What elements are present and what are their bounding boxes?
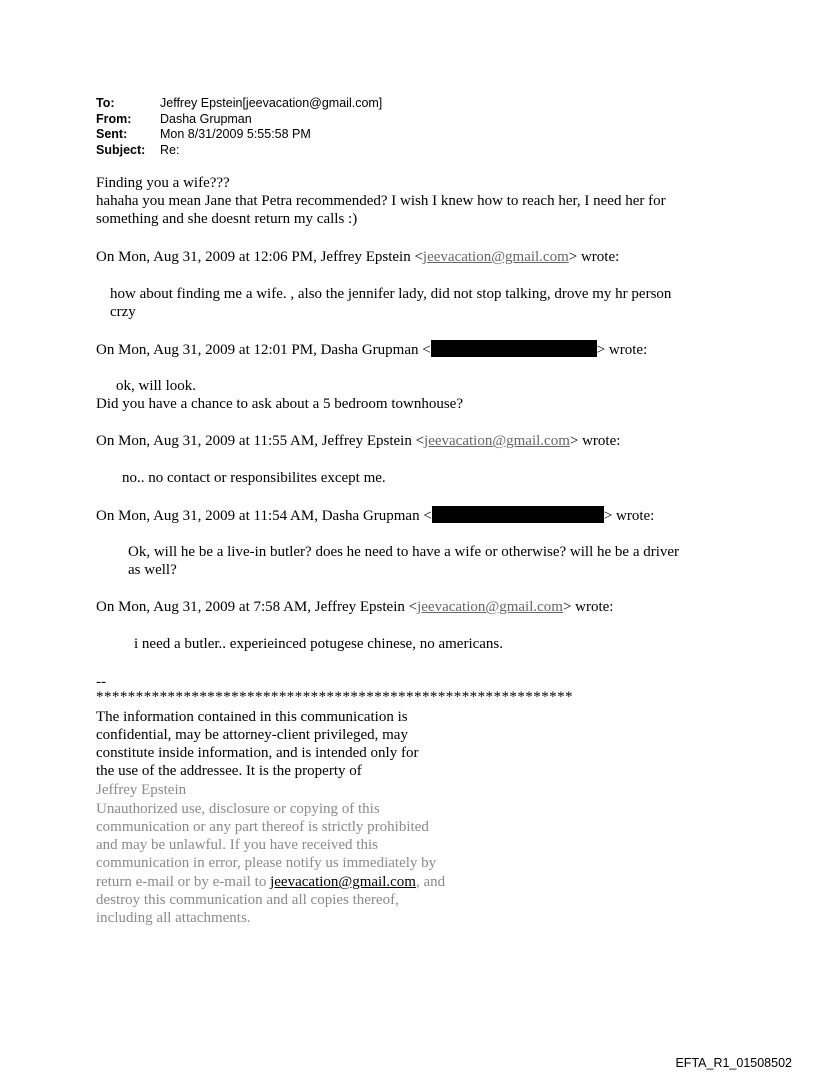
disclaimer-line-11: destroy this communication and all copies thereof, — [96, 892, 399, 908]
disclaimer-line-6: Unauthorized use, disclosure or copying of this — [96, 801, 380, 817]
disclaimer-line-10-prefix: return e-mail or by e-mail to — [96, 874, 271, 890]
disclaimer-line-9: communication in error, please notify us immediately by — [96, 855, 437, 871]
quote-5-line-1: i need a butler.. experieinced potugese chinese, no americans. — [134, 636, 504, 652]
disclaimer-line-5: Jeffrey Epstein — [96, 782, 187, 798]
body-line-1: Finding you a wife??? — [96, 175, 230, 191]
quote-header-1-prefix: On Mon, Aug 31, 2009 at 12:06 PM, Jeffrey Epstein < — [96, 249, 423, 265]
quote-2-line-1: ok, will look. — [116, 378, 197, 394]
quote-header-2-suffix: > wrote: — [596, 342, 648, 358]
quote-1-line-2: crzy — [110, 304, 136, 320]
body-line-2: hahaha you mean Jane that Petra recommended? I wish I knew how to reach her, I need her for — [96, 193, 666, 209]
sent-value: Mon 8/31/2009 5:55:58 PM — [160, 127, 311, 141]
redaction-block — [431, 340, 597, 357]
signature-dashes: -- — [96, 674, 106, 690]
quote-3-line-1: no.. no contact or responsibilites except me. — [122, 470, 386, 486]
quote-header-3-suffix: > wrote: — [569, 433, 621, 449]
disclaimer-line-7: communication or any part thereof is strictly prohibited — [96, 819, 429, 835]
subject-row — [96, 143, 382, 159]
sent-row — [96, 127, 382, 143]
quote-header-5 — [96, 598, 613, 616]
email-header — [96, 96, 382, 158]
quote-1-line-1: how about finding me a wife. , also the jennifer lady, did not stop talking, drove my hr person — [110, 286, 672, 302]
quote-header-1-suffix: > wrote: — [568, 249, 620, 265]
sent-label: Sent: — [96, 127, 128, 141]
quote-header-5-prefix: On Mon, Aug 31, 2009 at 7:58 AM, Jeffrey Epstein < — [96, 599, 418, 615]
document-id: EFTA_R1_01508502 — [675, 1056, 792, 1070]
quote-header-2 — [96, 340, 647, 359]
from-row — [96, 112, 382, 128]
from-label: From: — [96, 111, 132, 126]
quote-header-3 — [96, 432, 620, 450]
disclaimer-line-8: and may be unlawful. If you have received this — [96, 837, 378, 853]
quote-2-line-2: Did you have a chance to ask about a 5 bedroom townhouse? — [96, 396, 463, 412]
quote-header-4-suffix: > wrote: — [603, 508, 655, 524]
to-row — [96, 96, 382, 112]
disclaimer-line-10 — [96, 873, 445, 891]
disclaimer-line-4: the use of the addressee. It is the property of — [96, 763, 362, 779]
quote-header-5-suffix: > wrote: — [562, 599, 614, 615]
to-value: Jeffrey Epstein[jeevacation@gmail.com] — [160, 96, 383, 110]
subject-value: Re: — [160, 142, 180, 157]
disclaimer-line-2: confidential, may be attorney-client privileged, may — [96, 727, 408, 743]
body-line-3: something and she doesnt return my calls :) — [96, 211, 358, 227]
quote-header-3-prefix: On Mon, Aug 31, 2009 at 11:55 AM, Jeffrey Epstein < — [96, 433, 425, 449]
redaction-block — [432, 506, 604, 523]
disclaimer-line-1: The information contained in this communication is — [96, 709, 408, 725]
from-value: Dasha Grupman — [160, 111, 252, 126]
quote-header-4 — [96, 506, 654, 525]
quote-header-5-email-link[interactable]: jeevacation@gmail.com — [417, 599, 563, 615]
disclaimer-email-link[interactable]: jeevacation@gmail.com — [270, 874, 416, 890]
quote-header-2-prefix: On Mon, Aug 31, 2009 at 12:01 PM, Dasha Grupman < — [96, 342, 431, 358]
disclaimer-line-3: constitute inside information, and is intended only for — [96, 745, 419, 761]
subject-label: Subject: — [96, 142, 146, 157]
quote-header-4-prefix: On Mon, Aug 31, 2009 at 11:54 AM, Dasha Grupman < — [96, 508, 432, 524]
signature-stars: ************************************************************ — [96, 689, 573, 705]
quote-header-1 — [96, 248, 619, 266]
disclaimer-line-10-suffix: , and — [415, 874, 446, 890]
quote-header-3-email-link[interactable]: jeevacation@gmail.com — [424, 433, 570, 449]
quote-4-line-1: Ok, will he be a live-in butler? does he need to have a wife or otherwise? will he be a driver — [128, 544, 680, 560]
quote-header-1-email-link[interactable]: jeevacation@gmail.com — [422, 249, 569, 265]
quote-4-line-2: as well? — [128, 562, 177, 578]
to-label: To: — [96, 96, 115, 110]
disclaimer-line-12: including all attachments. — [96, 910, 251, 926]
